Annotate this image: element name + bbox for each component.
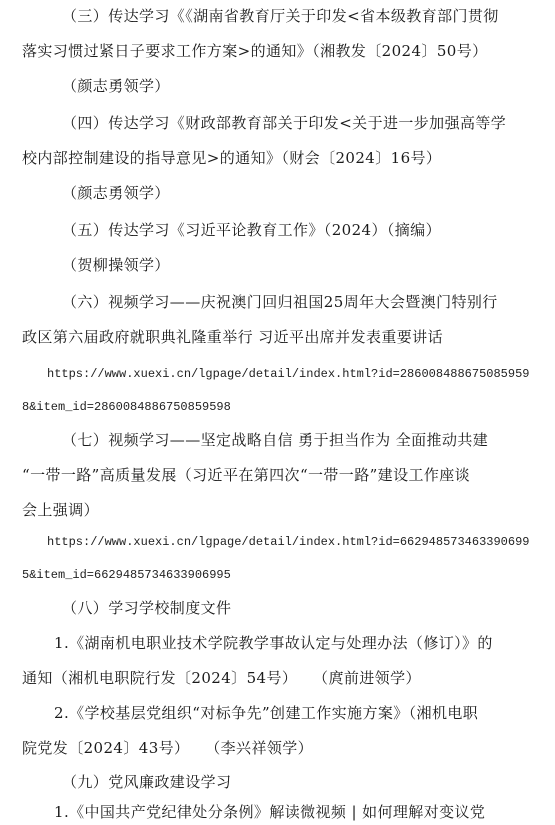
item-8-doc-1-line-2: 通知（湘机电职院行发〔2024〕54号） （庹前进领学）: [22, 669, 421, 687]
item-7-video-link-cont[interactable]: 5&item_id=6629485734633906995: [22, 568, 231, 582]
item-7-line-3: 会上强调）: [22, 501, 100, 519]
item-4-leader: （颜志勇领学）: [62, 184, 170, 202]
item-6-video-link[interactable]: https://www.xuexi.cn/lgpage/detail/index.html?id=286008488675085959: [47, 367, 530, 381]
item-5-line-1: （五）传达学习《习近平论教育工作》（2024）（摘编）: [62, 221, 441, 239]
item-7-video-link[interactable]: https://www.xuexi.cn/lgpage/detail/index.html?id=662948573463390699: [47, 535, 530, 549]
item-8-doc-2-line-2: 院党发〔2024〕43号） （李兴祥领学）: [22, 739, 314, 757]
item-7-line-2: “一带一路”高质量发展（习近平在第四次“一带一路”建设工作座谈: [22, 466, 471, 484]
item-8-doc-1-line-1: 1.《湖南机电职业技术学院教学事故认定与处理办法（修订）》的: [54, 634, 493, 652]
item-3-line-1: （三）传达学习《《湖南省教育厅关于印发<省本级教育部门贯彻: [62, 7, 499, 25]
item-3-leader: （颜志勇领学）: [62, 77, 170, 95]
item-6-video-link-cont[interactable]: 8&item_id=2860084886750859598: [22, 400, 231, 414]
item-6-line-2: 政区第六届政府就职典礼隆重举行 习近平出席并发表重要讲话: [22, 328, 443, 346]
item-4-line-1: （四）传达学习《财政部教育部关于印发<关于进一步加强高等学: [62, 114, 507, 132]
item-5-leader: （贺柳操领学）: [62, 256, 170, 274]
item-9-heading: （九）党风廉政建设学习: [62, 773, 232, 791]
item-7-line-1: （七）视频学习——坚定战略自信 勇于担当作为 全面推动共建: [62, 431, 489, 449]
item-8-doc-2-line-1: 2.《学校基层党组织“对标争先”创建工作实施方案》（湘机电职: [54, 704, 479, 722]
item-3-line-2: 落实习惯过紧日子要求工作方案>的通知》（湘教发〔2024〕50号）: [22, 42, 488, 60]
item-6-line-1: （六）视频学习——庆祝澳门回归祖国25周年大会暨澳门特别行: [62, 293, 498, 311]
item-4-line-2: 校内部控制建设的指导意见>的通知》（财会〔2024〕16号）: [22, 149, 442, 167]
item-8-heading: （八）学习学校制度文件: [62, 599, 232, 617]
item-9-doc-1-line-1: 1.《中国共产党纪律处分条例》解读微视频 | 如何理解对变议党: [54, 803, 486, 821]
